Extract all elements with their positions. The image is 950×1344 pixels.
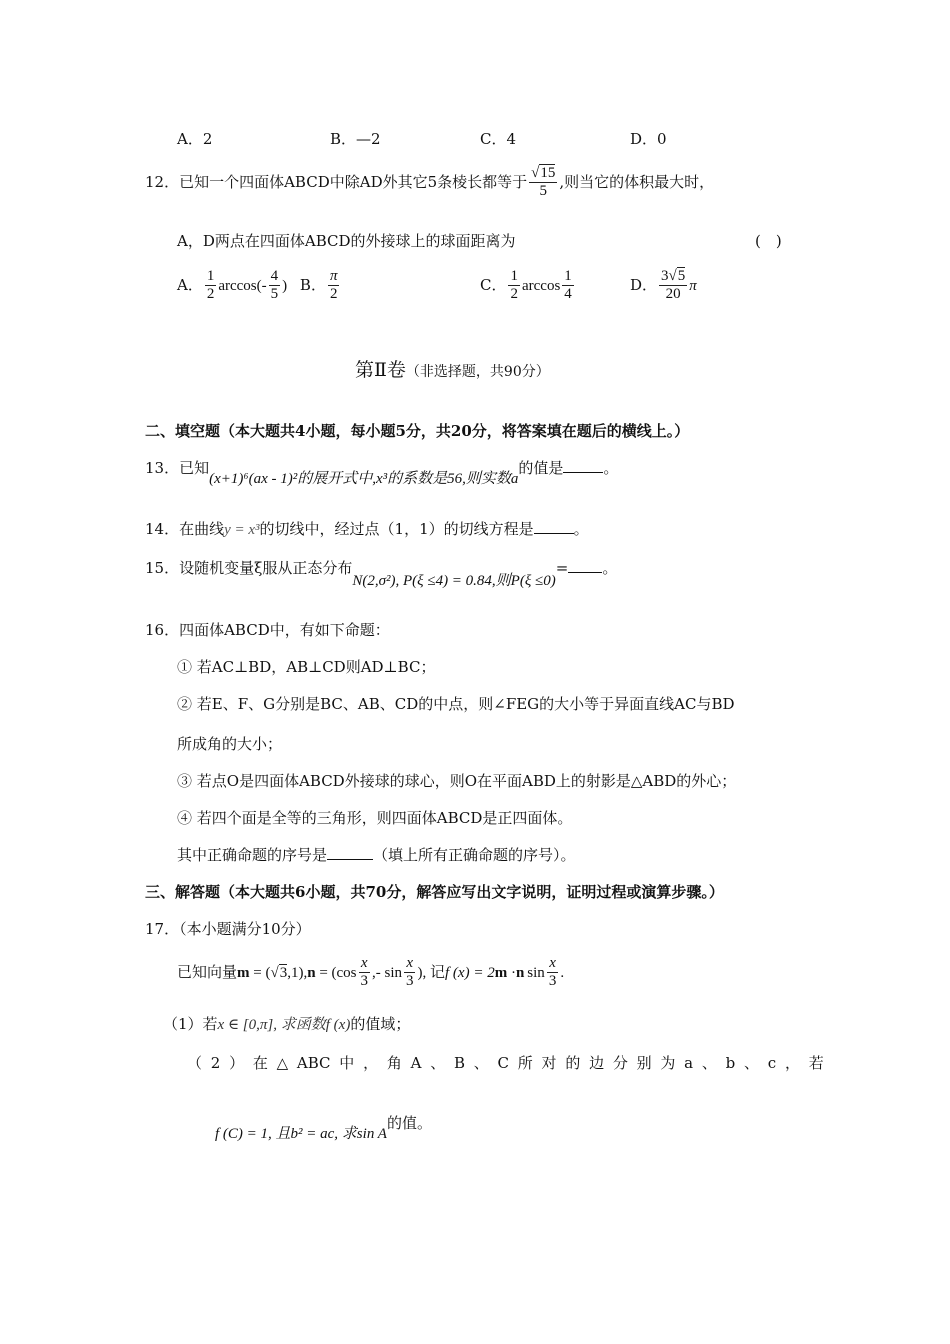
q12-opt-c-half [508,268,520,304]
q16-ask-line [177,844,576,865]
q14-answer-blank [534,532,574,534]
q17-mid: ,- sin [372,964,403,981]
q17-part1-expr: x ∈ [0,π], 求函数f (x) [217,1017,351,1033]
q15-answer-blank [568,571,602,573]
q13-end: 。 [603,459,619,477]
q17-part2-line: （ 2 ） 在 △ ABC 中 ， 角 A 、 B 、 C 所 对 的 边 分 别 为 a 、 b 、 c ， 若 [187,1054,824,1072]
q13-post: 的值是 [518,459,564,477]
section3-header: 三、解答题（本大题共6小题，共70分，解答应写出文字说明，证明过程或演算步骤。） [145,883,724,901]
q16-proposition-3: ③ 若点O是四面体ABCD外接球的球心，则O在平面ABD上的射影是△ABD的外心； [177,772,737,790]
half-num: 1 [205,268,217,286]
q17-sin: sin [527,964,545,981]
q14-line [145,518,589,539]
q17-after-sqrt: ,1), [287,964,308,981]
q12-text-post: ,则当它的体积最大时， [559,172,715,191]
q15-end: 。 [602,559,618,577]
q14-end: 。 [573,520,589,538]
q12-opt-c-func: arccos [521,277,561,294]
q17-part2-expr: f (C) = 1, 且b² = ac, 求sin A [215,1126,387,1142]
frac-x-1: x [359,955,370,973]
q14-number: 14． [145,520,180,538]
q12-opt-a-close: ) [282,277,288,294]
q12-option-c [480,268,576,304]
q17-dot: · [507,964,516,981]
q17-frac-2 [404,955,416,991]
vector-m-2: m [494,964,508,981]
part2-subtitle: （非选择题，共90分） [405,364,550,380]
q12-opt-a-half [205,268,217,304]
half-num-c: 1 [508,268,520,286]
five-den: 5 [270,286,279,303]
four-num: 4 [269,268,281,286]
q17-given-pre: 已知向量 [177,962,238,981]
frac-3-2: 3 [406,973,414,990]
q16-intro-line [145,619,390,640]
q17-period: . [560,964,565,981]
q17-frac-1 [359,955,371,991]
q15-number: 15． [145,559,180,577]
q12-opt-a-frac [269,268,281,304]
q17-part1 [163,1013,410,1034]
q12-text-pre: 已知一个四面体ABCD中除AD外其它5条棱长都等于 [179,172,528,191]
vector-n: n [307,964,316,981]
q12-opt-a-label: A． [177,275,203,294]
q12-opt-b-label: B． [299,275,326,294]
q17-fx: f (x) = 2 [445,964,495,981]
q17-given-line: 已知向量m = (√3,1),n = (cos $\frac{x}{3}$ ,- sin $\frac{x}{3}$ ), 记f (x) = 2m ·n sin $\frac{x}{3}$ . [177,955,565,990]
one-num: 1 [562,268,574,286]
pi-num: π [328,268,340,286]
part2-title: 第Ⅱ卷 [355,359,406,381]
q16-proposition-1: ① 若AC⊥BD，AB⊥CD则AD⊥BC； [177,658,436,676]
q12-option-d [630,268,697,304]
q12-number: 12． [145,172,180,191]
two-den: 2 [329,286,338,303]
q12-opt-b-frac [328,268,340,304]
half-den: 2 [206,286,215,303]
section2-header: 二、填空题（本大题共4小题，每小题5分，共20分，将答案填在题后的横线上。） [145,422,690,440]
q17-eq2: = (cos [315,964,357,981]
d-pi: π [689,277,697,294]
q16-proposition-2b: 所成角的大小； [177,735,283,753]
q16-intro: 四面体ABCD中，有如下命题： [179,621,390,639]
q17-part1-post: 的值域； [350,1015,411,1033]
q16-ask-post: （填上所有正确命题的序号）。 [373,846,576,864]
q12-opt-a-func: arccos(- [218,277,267,294]
q16-number: 16． [145,621,180,639]
q15-pre: 设随机变量ξ服从正态分布 [179,559,353,577]
d-coef: 3 [661,268,669,284]
q11-option-b: B．—2 [330,130,381,148]
q12-opt-d-label: D． [630,275,658,294]
q16-answer-blank [327,858,373,860]
q13-answer-blank [563,471,603,473]
part2-title-line [355,355,550,382]
q12-line1 [145,165,714,201]
q12-frac-den: 5 [539,183,547,200]
q17-sqrt3: 3 [279,964,288,981]
q17-frac-3 [547,955,559,991]
q17-part2-post: 的值。 [386,1114,432,1132]
q14-post: 的切线中，经过点（1，1）的切线方程是 [259,520,534,538]
q15-eq: = [555,559,569,577]
q13-expr: (x+1)⁶(ax - 1)²的展开式中,x³的系数是56,则实数a [209,471,519,487]
vector-n-2: n [515,964,525,981]
q13-number: 13． [145,459,180,477]
q17-close: ), 记 [417,964,446,981]
four-den: 4 [564,286,572,303]
q12-options [177,268,341,304]
half-den-c: 2 [510,286,518,303]
q16-ask-pre: 其中正确命题的序号是 [177,846,328,864]
q12-bracket: ( ) [755,232,782,250]
q13-line [145,457,619,487]
q12-frac-num: 15 [540,165,556,181]
q12-opt-c-label: C． [480,275,507,294]
q17-part2-condition [215,1112,432,1142]
q12-line2: A，D两点在四面体ABCD的外接球上的球面距离为 [177,232,516,250]
vector-m: m [237,964,250,981]
q11-option-d: D．0 [630,130,667,148]
d-den: 20 [665,286,681,303]
q12-opt-c-frac [562,268,574,304]
q14-expr: y = x³ [224,522,260,538]
q14-pre: 在曲线 [179,520,225,538]
q17-eq1: = ( [249,964,271,981]
q15-line [145,557,618,589]
d-root: 5 [677,268,686,284]
frac-3-3: 3 [548,973,557,990]
frac-x-2: x [404,955,415,973]
q16-proposition-2a: ② 若E、F、G分别是BC、AB、CD的中点，则∠FEG的大小等于异面直线AC与BD [177,695,735,713]
q17-part1-label: （1）若 [163,1015,218,1033]
frac-3-1: 3 [360,973,369,990]
q12-opt-d-frac: $\frac{3√5}{20}$ [661,268,686,303]
q17-heading [145,918,311,939]
q12-edge-fraction: $\frac{√15}{5}$ [531,165,556,200]
q11-option-c: C．4 [480,130,517,148]
q11-option-a: A．2 [177,130,213,148]
q16-proposition-4: ④ 若四个面是全等的三角形，则四面体ABCD是正四面体。 [177,809,573,827]
frac-x-3: x [547,955,558,973]
q13-pre: 已知 [179,459,210,477]
q17-score: （本小题满分10分） [179,920,311,938]
q17-number: 17． [145,920,180,938]
q15-expr: N(2,σ²), P(ξ ≤4) = 0.84,则P(ξ ≤0) [352,573,556,589]
